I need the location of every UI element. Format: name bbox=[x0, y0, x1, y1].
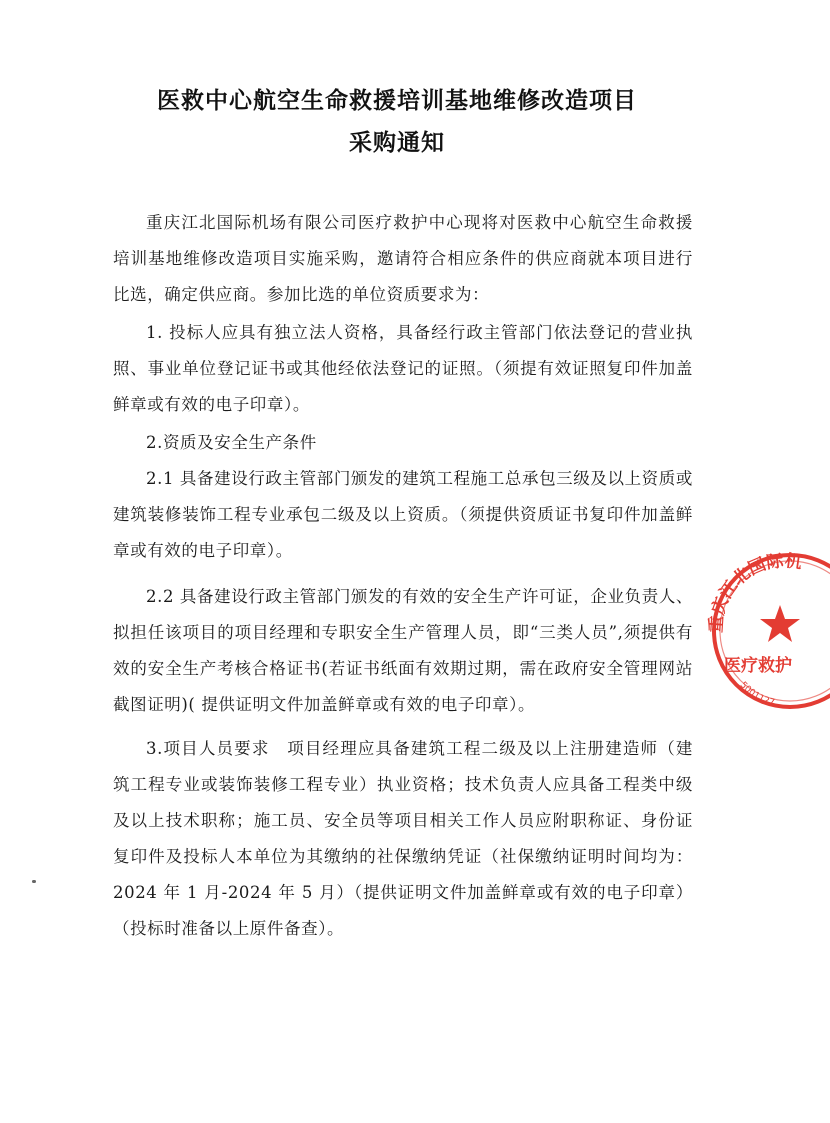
scan-speck bbox=[32, 880, 36, 883]
document-title-line1: 医救中心航空生命救援培训基地维修改造项目 bbox=[157, 88, 637, 114]
seal-bottom-text: 医疗救护 bbox=[724, 656, 792, 676]
requirement-1-paragraph: 1. 投标人应具有独立法人资格，具备经行政主管部门依法登记的营业执照、事业单位登记证书或其他经依法登记的证照。（须提有效证照复印件加盖鲜章或有效的电子印章）。 bbox=[113, 323, 693, 414]
requirement-2-2-paragraph: 2.2 具备建设行政主管部门颁发的有效的安全生产许可证，企业负责人、拟担任该项目的项目经理和专职安全生产管理人员，即“三类人员”,须提供有效的安全生产考核合格证书(若证书纸面有效期过期，需在政府安全管理网站截图证明)( 提供证明文件加盖鲜章或有效的电子印章）。 bbox=[113, 587, 693, 714]
requirement-3-paragraph: 3.项目人员要求 项目经理应具备建筑工程二级及以上注册建造师（建筑工程专业或装饰装修工程专业）执业资格；技术负责人应具备工程类中级及以上技术职称；施工员、安全员等项目相关工作人员应附职称证、身份证复印件及投标人本单位为其缴纳的社保缴纳凭证（社保缴纳证明时间均为：2024 年 1 月-2024 年 5 月）（提供证明文件加盖鲜章或有效的电子印章）（投标时准备以上原件备查）。 bbox=[113, 739, 693, 938]
document-body bbox=[113, 205, 693, 947]
seal-top-text: 重庆江北国际机 bbox=[706, 551, 804, 634]
requirement-2-heading: 2.资质及安全生产条件 bbox=[146, 433, 317, 452]
intro-paragraph: 重庆江北国际机场有限公司医疗救护中心现将对医救中心航空生命救援培训基地维修改造项目实施采购，邀请符合相应条件的供应商就本项目进行比选，确定供应商。参加比选的单位资质要求为： bbox=[113, 213, 693, 304]
document-title-line2: 采购通知 bbox=[349, 130, 445, 156]
requirement-2-1-paragraph: 2.1 具备建设行政主管部门颁发的建筑工程施工总承包三级及以上资质或建筑装修装饰工程专业承包二级及以上资质。（须提供资质证书复印件加盖鲜章或有效的电子印章）。 bbox=[113, 469, 693, 560]
company-seal-stamp bbox=[700, 545, 830, 713]
seal-star-icon bbox=[760, 605, 800, 642]
seal-serial-number: 5001127 bbox=[737, 680, 776, 709]
